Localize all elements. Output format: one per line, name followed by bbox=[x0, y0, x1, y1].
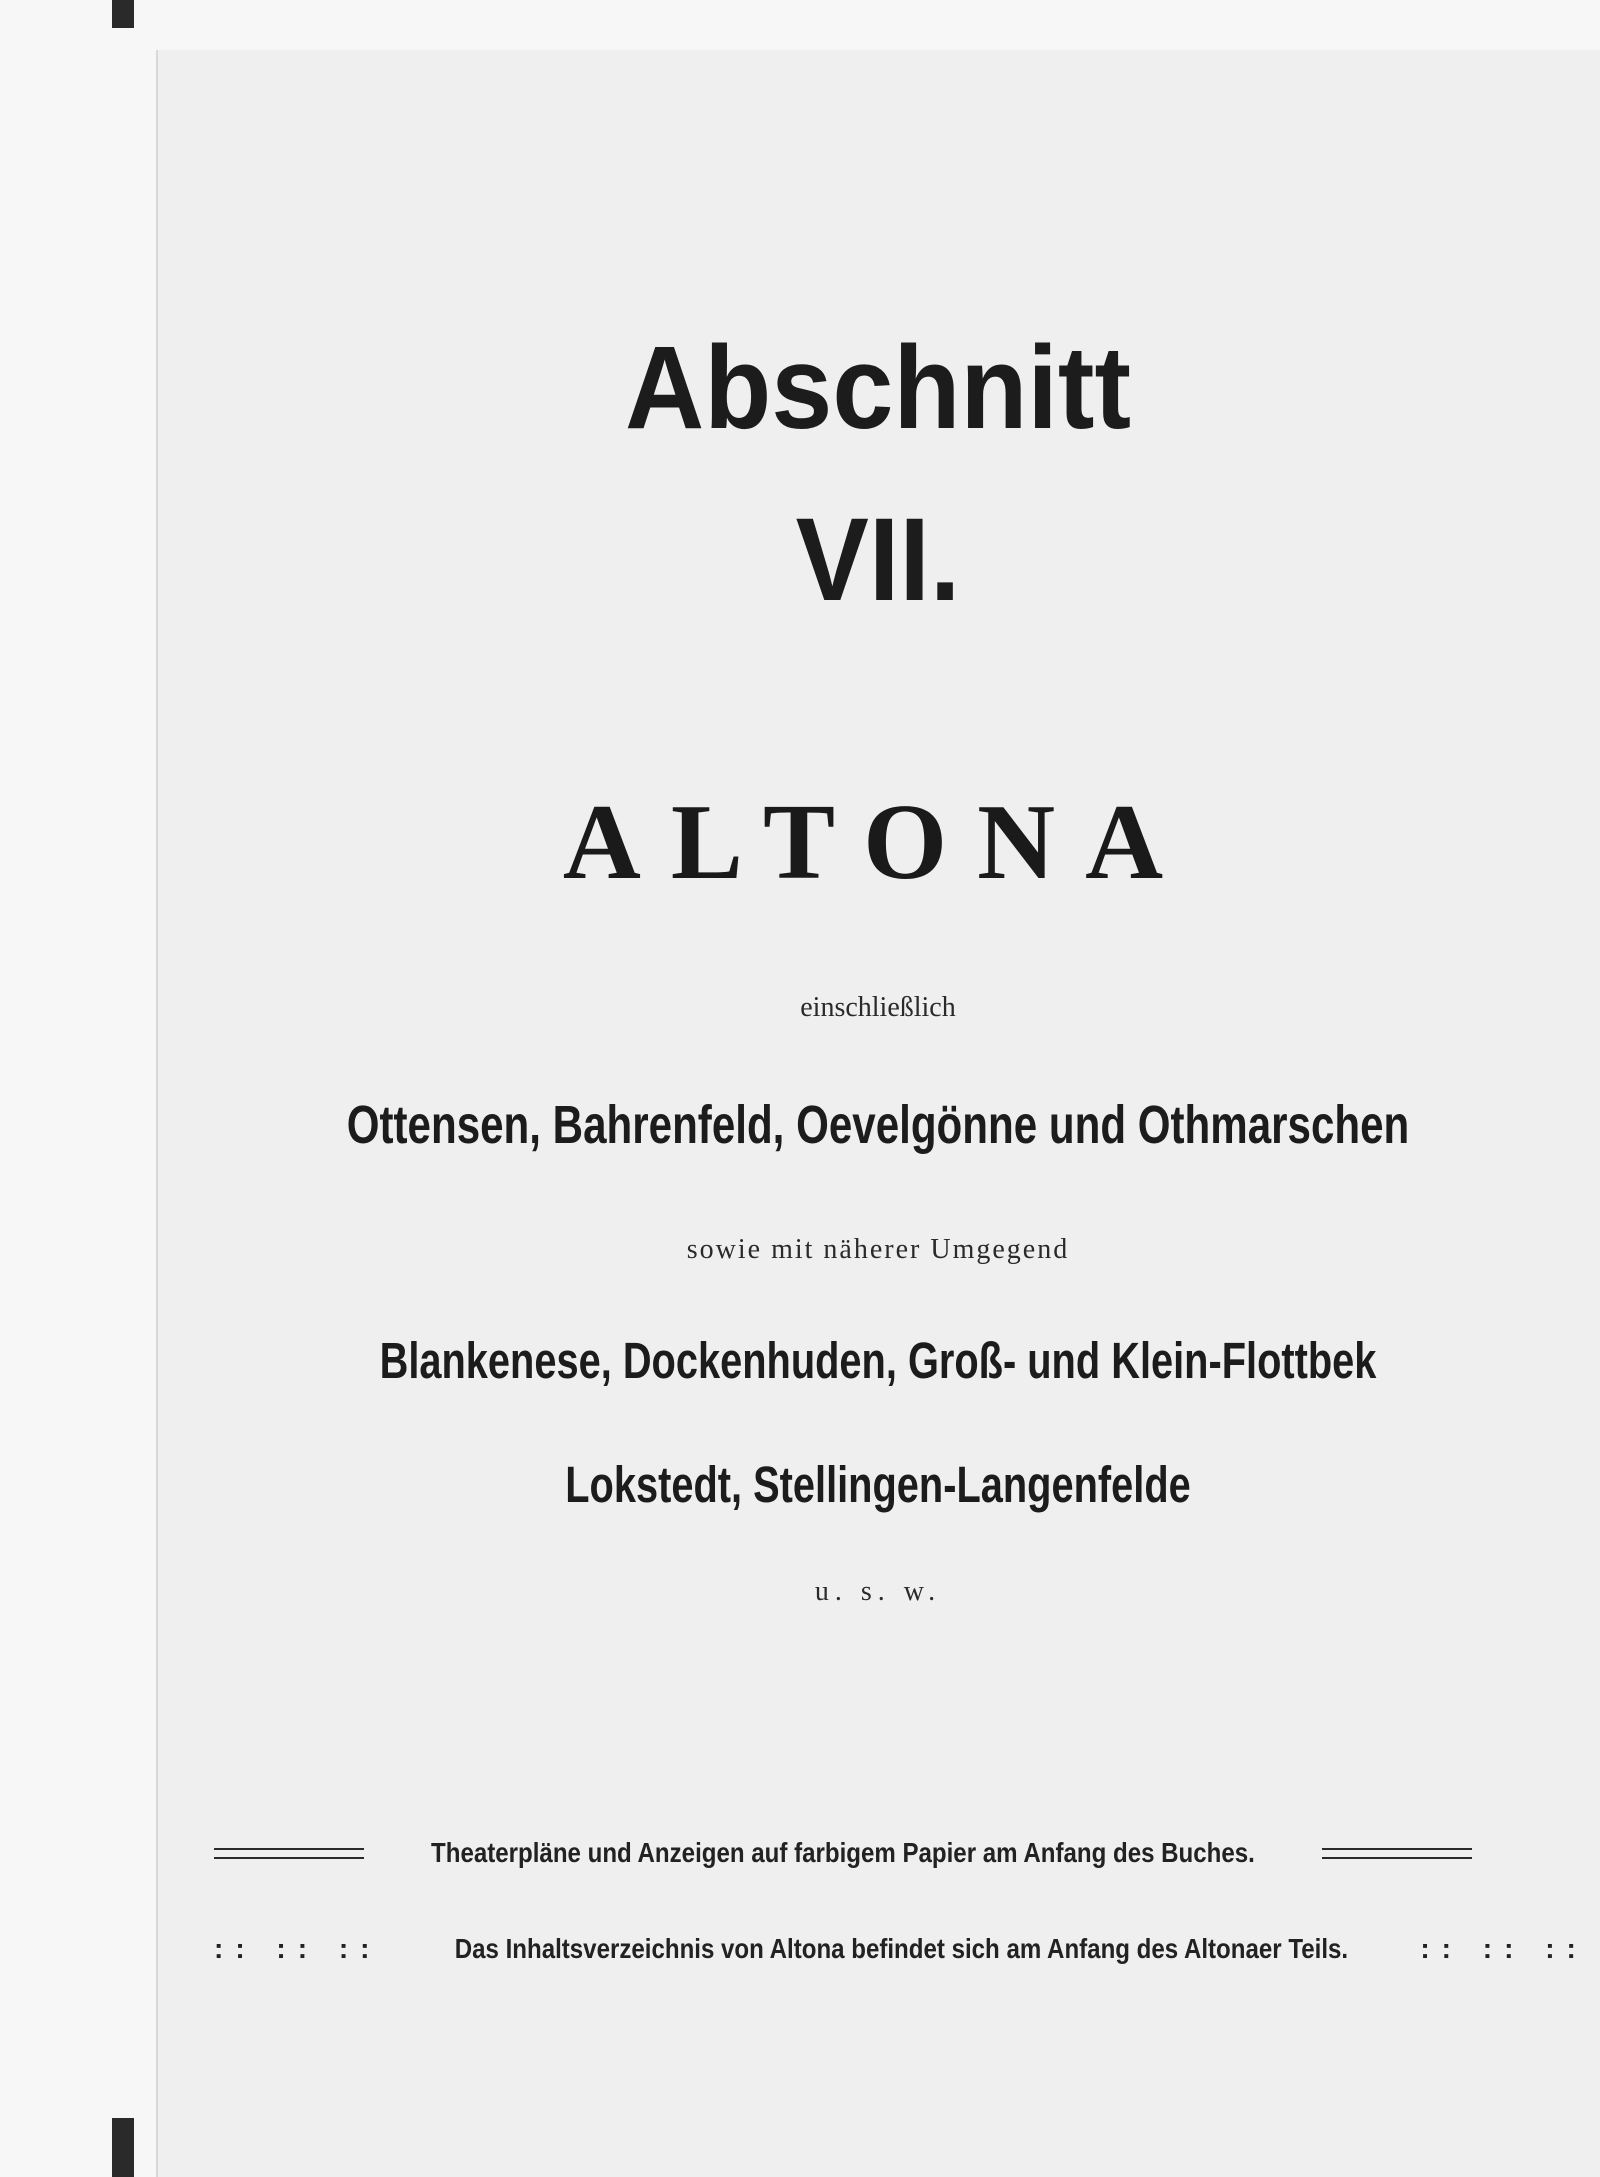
dots-left: :: :: :: bbox=[214, 1933, 382, 1964]
districts-line: Ottensen, Bahrenfeld, Oevelgönne und Othmarschen bbox=[346, 1095, 1410, 1155]
contents-notice bbox=[214, 1924, 1588, 1974]
places-line-2: Lokstedt, Stellingen-Langenfelde bbox=[565, 1456, 1191, 1513]
theater-notice-text: Theaterpläne und Anzeigen auf farbigem Papier am Anfang des Buches. bbox=[431, 1837, 1255, 1868]
places-line-1: Blankenese, Dockenhuden, Groß- und Klein-Flottbek bbox=[379, 1332, 1377, 1389]
surroundings-label: sowie mit näherer Umgegend bbox=[686, 1234, 1070, 1265]
double-rule-right bbox=[1322, 1848, 1472, 1859]
etc-label: u. s. w. bbox=[814, 1576, 942, 1607]
scan-corner-mark-top bbox=[112, 0, 134, 28]
double-rule-left bbox=[214, 1848, 364, 1859]
scan-corner-mark-bottom bbox=[112, 2118, 134, 2177]
dots-right: :: :: :: bbox=[1420, 1933, 1588, 1964]
city-title: ALTONA bbox=[562, 783, 1194, 902]
contents-notice-text: Das Inhaltsverzeichnis von Altona befindet sich am Anfang des Altonaer Teils. bbox=[454, 1933, 1348, 1964]
section-label: Abschnitt bbox=[624, 322, 1132, 454]
theater-notice bbox=[214, 1828, 1470, 1878]
including-label: einschließlich bbox=[800, 992, 956, 1023]
section-number: VII. bbox=[795, 494, 961, 626]
